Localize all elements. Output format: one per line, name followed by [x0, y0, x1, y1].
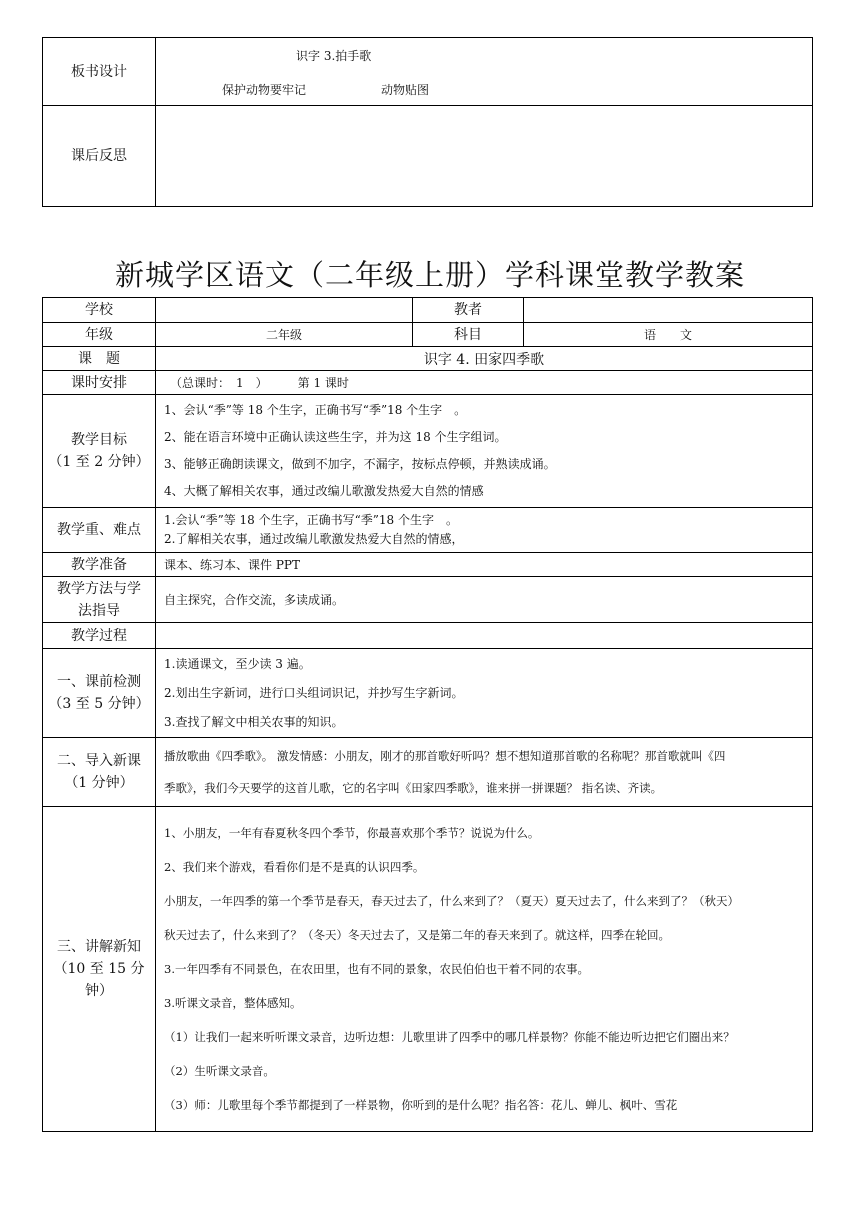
method-label	[43, 577, 156, 623]
objectives-label-main: 教学目标	[71, 432, 127, 448]
check-item: 2.划出生字新词，进行口头组词识记，并抄写生字新词。	[164, 685, 464, 700]
objective-item: 1、会认“季”等 18 个生字，正确书写“季”18 个生字 。	[164, 403, 467, 417]
teach-label-time: （10 至 15 分	[53, 961, 145, 977]
school-label: 学校	[43, 298, 156, 323]
objective-item: 4、大概了解相关农事，通过改编儿歌激发热爱大自然的情感	[164, 484, 484, 498]
subject-label: 科目	[413, 323, 524, 347]
process-value	[156, 623, 813, 649]
teach-line: （3）师：儿歌里每个季节都提到了一样景物，你听到的是什么呢？指名答：花儿、蝉儿、枫叶、雪花	[164, 1098, 678, 1112]
grade-label: 年级	[43, 323, 156, 347]
key-point-item: 2.了解相关农事，通过改编儿歌激发热爱大自然的情感，	[164, 532, 464, 546]
intro-line: 季歌》，我们今天要学的这首儿歌，它的名字叫《田家四季歌》，谁来拼一拼课题？ 指名读、齐读。	[164, 781, 663, 795]
reflection-content	[156, 106, 813, 207]
teach-line: 3.一年四季有不同景色，在农田里，也有不同的景象，农民伯伯也干着不同的农事。	[164, 962, 589, 976]
check-label-main: 一、课前检测	[57, 674, 141, 690]
board-design-table	[42, 37, 813, 207]
key-points-content	[156, 508, 813, 553]
check-label-time: （3 至 5 分钟）	[48, 696, 150, 712]
teach-line: 3.听课文录音，整体感知。	[164, 996, 302, 1010]
topic-value: 识字 4. 田家四季歌	[156, 347, 813, 371]
teach-content	[156, 807, 813, 1132]
intro-label	[43, 738, 156, 807]
teach-label	[43, 807, 156, 1132]
board-line-title: 识字 3.拍手歌	[296, 49, 372, 63]
teach-line: （2）生听课文录音。	[164, 1064, 275, 1078]
intro-line: 播放歌曲《四季歌》。 激发情感：小朋友，刚才的那首歌好听吗？想不想知道那首歌的名称呢？那首歌就叫《四	[164, 749, 726, 763]
key-point-item: 1.会认“季”等 18 个生字，正确书写“季”18 个生字 。	[164, 513, 458, 527]
topic-label: 课 题	[43, 347, 156, 371]
intro-label-time: （1 分钟）	[64, 775, 134, 791]
subject-value: 语 文	[524, 323, 813, 347]
lesson-plan-table	[42, 297, 813, 1132]
board-design-content	[156, 38, 813, 106]
teach-line: 1、小朋友，一年有春夏秋冬四个季节，你最喜欢那个季节？说说为什么。	[164, 826, 540, 840]
intro-label-main: 二、导入新课	[57, 753, 141, 769]
objectives-label	[43, 395, 156, 508]
check-item: 3.查找了解文中相关农事的知识。	[164, 714, 344, 729]
objectives-label-time: （1 至 2 分钟）	[48, 454, 150, 470]
check-content	[156, 649, 813, 738]
board-line-stickers: 动物贴图	[381, 83, 430, 97]
objectives-content	[156, 395, 813, 508]
grade-value: 二年级	[156, 323, 413, 347]
school-value	[156, 298, 413, 323]
schedule-label: 课时安排	[43, 371, 156, 395]
check-label	[43, 649, 156, 738]
objective-item: 2、能在语言环境中正确认读这些生字，并为这 18 个生字组词。	[164, 430, 507, 444]
teach-line: 秋天过去了，什么来到了？（冬天）冬天过去了，又是第二年的春天来到了。就这样，四季在轮回。	[164, 928, 670, 942]
board-line-protect: 保护动物要牢记	[222, 83, 307, 97]
method-value: 自主探究，合作交流，多读成诵。	[156, 577, 813, 623]
process-label: 教学过程	[43, 623, 156, 649]
teacher-value	[524, 298, 813, 323]
prep-value: 课本、练习本、课件 PPT	[156, 553, 813, 577]
page-title: 新城学区语文（二年级上册）学科课堂教学教案	[114, 258, 745, 292]
schedule-value: （总课时： 1 ） 第 1 课时	[156, 371, 813, 395]
check-item: 1.读通课文，至少读 3 遍。	[164, 656, 311, 671]
teacher-label: 教者	[413, 298, 524, 323]
prep-label: 教学准备	[43, 553, 156, 577]
intro-content	[156, 738, 813, 807]
teach-line: 2、我们来个游戏，看看你们是不是真的认识四季。	[164, 860, 425, 874]
teach-label-main: 三、讲解新知	[57, 939, 141, 955]
teach-line: 小朋友，一年四季的第一个季节是春天，春天过去了，什么来到了？（夏天）夏天过去了，什么来到了？（秋天）	[164, 894, 739, 908]
method-label-line1: 教学方法与学	[57, 580, 141, 597]
board-design-label: 板书设计	[43, 38, 156, 106]
teach-line: （1）让我们一起来听听课文录音，边听边想：儿歌里讲了四季中的哪几样景物？你能不能边听边把它们圈出来？	[164, 1030, 735, 1044]
method-label-line2: 法指导	[78, 602, 120, 619]
key-points-label: 教学重、难点	[43, 508, 156, 553]
reflection-label: 课后反思	[43, 106, 156, 207]
teach-label-time-end: 钟）	[85, 983, 113, 999]
objective-item: 3、能够正确朗读课文，做到不加字，不漏字，按标点停顿，并熟读成诵。	[164, 457, 556, 471]
